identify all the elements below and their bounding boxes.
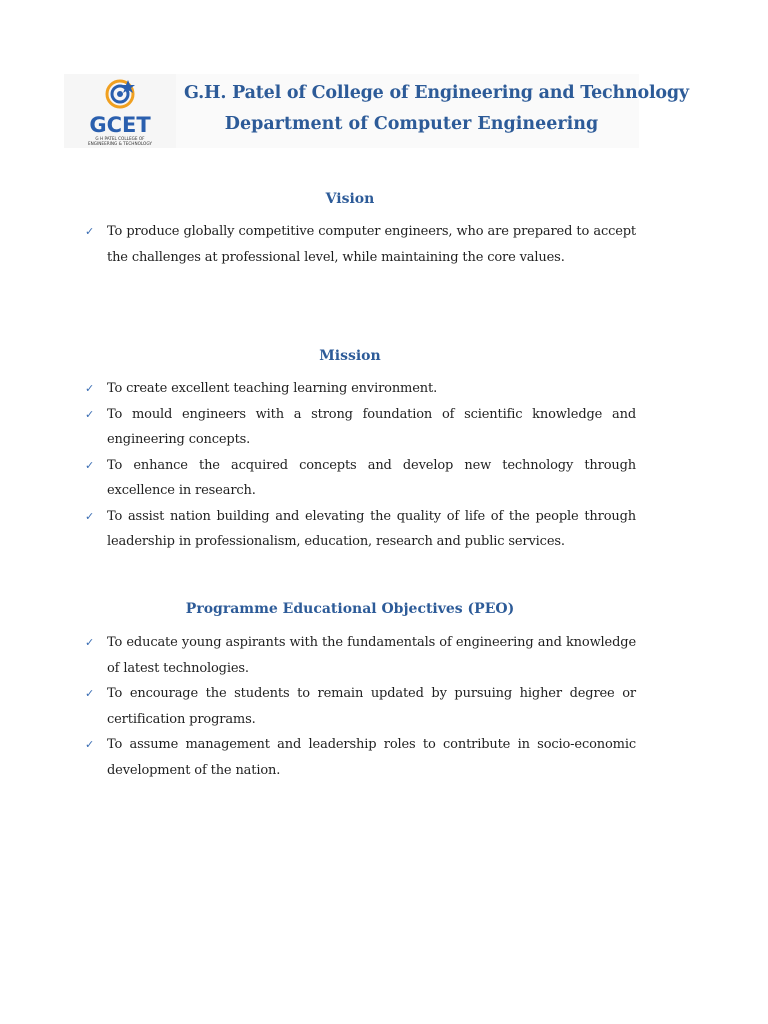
list-item bbox=[82, 402, 636, 453]
header-titles bbox=[184, 74, 689, 134]
list-item-text: To assist nation building and elevating the quality of life of the people through leadership in professionalism, education, research and public services. bbox=[107, 508, 636, 549]
gcet-logo-icon bbox=[64, 74, 176, 148]
logo-subtext-1: G H PATEL COLLEGE OF bbox=[95, 136, 145, 141]
check-icon: ✓ bbox=[85, 509, 95, 523]
list-item bbox=[82, 681, 636, 732]
mission-list bbox=[82, 376, 636, 555]
check-icon: ✓ bbox=[85, 382, 95, 395]
document-header bbox=[64, 74, 689, 148]
gcet-logo bbox=[64, 74, 176, 148]
logo-wordmark: GCET bbox=[89, 113, 151, 137]
list-item-text: To mould engineers with a strong foundation of scientific knowledge and engineering concepts. bbox=[107, 406, 636, 447]
list-item-text: To create excellent teaching learning environment. bbox=[107, 381, 438, 396]
list-item bbox=[82, 630, 636, 681]
list-item-text: To produce globally competitive computer engineers, who are prepared to accept the challenges at professional level, while maintaining the core values. bbox=[107, 224, 636, 265]
check-icon: ✓ bbox=[85, 738, 95, 751]
list-item bbox=[82, 453, 636, 504]
list-item bbox=[82, 376, 636, 402]
check-icon: ✓ bbox=[85, 687, 95, 700]
check-icon: ✓ bbox=[85, 458, 95, 472]
check-icon: ✓ bbox=[85, 225, 95, 238]
vision-list bbox=[82, 219, 636, 270]
logo-subtext-2: ENGINEERING & TECHNOLOGY bbox=[88, 141, 152, 146]
mission-heading: Mission bbox=[319, 348, 381, 364]
list-item-text: To enhance the acquired concepts and develop new technology through excellence in research. bbox=[107, 457, 636, 498]
list-item bbox=[82, 504, 636, 555]
vision-heading: Vision bbox=[325, 191, 375, 207]
check-icon: ✓ bbox=[85, 636, 95, 649]
check-icon: ✓ bbox=[85, 407, 95, 421]
list-item bbox=[82, 732, 636, 783]
list-item-text: To educate young aspirants with the fundamentals of engineering and knowledge of latest technologies. bbox=[107, 635, 636, 676]
department-name: Department of Computer Engineering bbox=[224, 114, 599, 134]
college-name: G.H. Patel of College of Engineering and Technology bbox=[184, 83, 689, 103]
list-item-text: To assume management and leadership roles to contribute in socio-economic development of the nation. bbox=[107, 737, 636, 778]
list-item bbox=[82, 219, 636, 270]
list-item-text: To encourage the students to remain updated by pursuing higher degree or certification programs. bbox=[107, 686, 636, 727]
peo-heading: Programme Educational Objectives (PEO) bbox=[185, 601, 515, 617]
peo-list bbox=[82, 630, 636, 783]
